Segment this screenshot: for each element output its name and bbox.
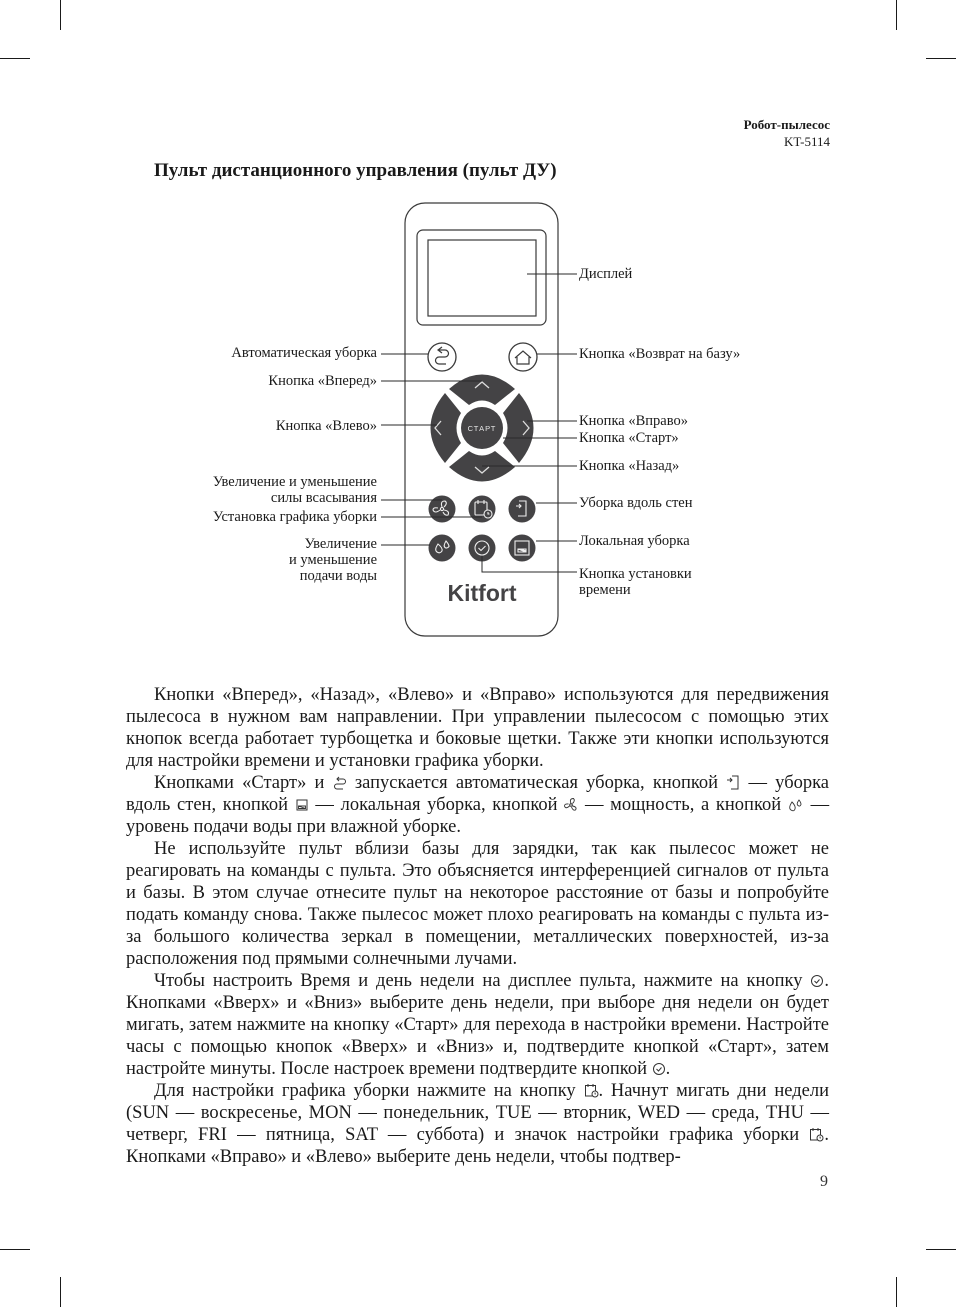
paragraph-5 — [126, 1080, 829, 1168]
callout-suction-line2: силы всасывания — [270, 490, 377, 506]
callout-water — [289, 536, 377, 584]
paragraph-3: Не используйте пульт вблизи базы для зарядки, так как пылесос может не реагировать на команды с пульта. Это объясняется интерференцией сигналов от пульта и базы. В этом случае отнесите пульт на некоторое расстояние от базы и попробуйте подать команду снова. Также пылесос может плохо реагировать на команды с пульта из-за большого количества зеркал в помещении, металлических поверхностей, из-за расположения под прямыми солнечными лучами. — [126, 839, 829, 969]
paragraph-4 — [126, 970, 829, 1080]
callout-right: Кнопка «Вправо» — [579, 413, 688, 429]
water-button[interactable] — [429, 535, 456, 562]
p2-text-a: Кнопками «Старт» и — [154, 773, 325, 793]
callout-water-line1: Увеличение — [304, 536, 377, 552]
p5-text-a: Для настройки графика уборки нажмите на кнопку — [154, 1081, 576, 1101]
callout-wall-clean: Уборка вдоль стен — [579, 495, 693, 511]
spot-clean-icon — [295, 798, 309, 812]
p2-text-f: — уровень подачи воды при влажной уборке. — [126, 795, 830, 837]
calendar-clock-icon — [809, 1127, 824, 1142]
return-base-button[interactable] — [509, 343, 537, 371]
schedule-button[interactable] — [469, 496, 496, 523]
calendar-clock-icon — [584, 1083, 599, 1098]
spot-clean-button[interactable] — [509, 535, 536, 562]
remote-brand-logo: Kitfort — [447, 580, 517, 606]
callout-suction-line1: Увеличение и уменьшение — [212, 474, 377, 490]
clock-check-icon — [652, 1062, 666, 1076]
callout-auto-clean: Автоматическая уборка — [231, 345, 377, 361]
crop-mark — [896, 1277, 897, 1307]
p5-text-b: . Начнут мигать дни недели (SUN — воскресенье, MON — понедельник, TUE — вторник, WED — среда, THU — четверг, FRI — пятница, SAT — суббота) и значок настройки графика уборки — [126, 1081, 829, 1145]
callout-back: Кнопка «Назад» — [579, 458, 680, 474]
crop-mark — [0, 1249, 30, 1250]
start-button-label: СТАРТ — [467, 424, 497, 433]
callout-time-set — [579, 566, 692, 598]
header-product: Робот-пылесос — [743, 117, 830, 132]
p4-text-c: . — [665, 1059, 671, 1079]
p4-text-a: Чтобы настроить Время и день недели на дисплее пульта, нажмите на кнопку — [154, 971, 803, 991]
remote-display — [428, 240, 536, 316]
wall-clean-button[interactable] — [509, 496, 536, 523]
callout-time-set-line2: времени — [579, 582, 631, 598]
paragraph-1: Кнопки «Вперед», «Назад», «Влево» и «Вправо» используются для передвижения пылесоса в нужном вам направлении. При управлении пылесосом с помощью этих кнопок всегда работает турбощетка и боковые щетки. Также эти кнопки используются для настройки времени и установки графика уборки. — [126, 685, 829, 771]
page-number: 9 — [820, 1173, 828, 1190]
wall-clean-icon — [726, 774, 740, 790]
p4-text-b: . Кнопками «Вверх» и «Вниз» выберите день недели, при выборе дня недели он будет мигать, затем нажмите на кнопку «Старт» для перехода в настройки времени. Настройте часы с помощью кнопок «Вверх» и «Вниз» и, подтвердите кнопкой «Старт», затем настройте минуты. После настроек времени подтвердите кнопкой — [126, 971, 830, 1079]
callout-spot-clean: Локальная уборка — [579, 533, 690, 549]
water-drop-icon — [788, 798, 804, 812]
callout-return-base: Кнопка «Возврат на базу» — [579, 346, 741, 362]
clock-check-icon — [810, 974, 824, 988]
callout-start: Кнопка «Старт» — [579, 430, 679, 446]
section-title: Пульт дистанционного управления (пульт ДУ) — [154, 160, 557, 181]
crop-mark — [60, 1277, 61, 1307]
p2-text-c: — уборка вдоль стен, кнопкой — [126, 773, 830, 815]
auto-clean-icon — [333, 776, 347, 790]
paragraph-2 — [126, 772, 829, 838]
callout-suction — [213, 474, 377, 506]
fan-icon — [564, 798, 578, 812]
callout-display: Дисплей — [579, 266, 633, 282]
p2-text-e: — мощность, а кнопкой — [584, 795, 782, 815]
p2-text-b: запускается автоматическая уборка, кнопкой — [354, 773, 719, 793]
header-model: KT-5114 — [784, 134, 830, 149]
crop-mark — [926, 1249, 956, 1250]
p2-text-d: — локальная уборка, кнопкой — [315, 795, 558, 815]
callout-water-line2: и уменьшение — [289, 552, 377, 568]
callout-schedule: Установка графика уборки — [212, 509, 377, 525]
callout-left: Кнопка «Влево» — [275, 418, 377, 434]
p5-text-c: . Кнопками «Вправо» и «Влево» выберите день недели, чтобы подтвер- — [126, 1125, 829, 1167]
callout-water-line3: подачи воды — [299, 568, 377, 584]
body-text — [126, 684, 829, 1168]
auto-clean-button[interactable] — [428, 343, 456, 371]
callout-time-set-line1: Кнопка установки — [579, 566, 692, 582]
callout-forward: Кнопка «Вперед» — [268, 373, 377, 389]
